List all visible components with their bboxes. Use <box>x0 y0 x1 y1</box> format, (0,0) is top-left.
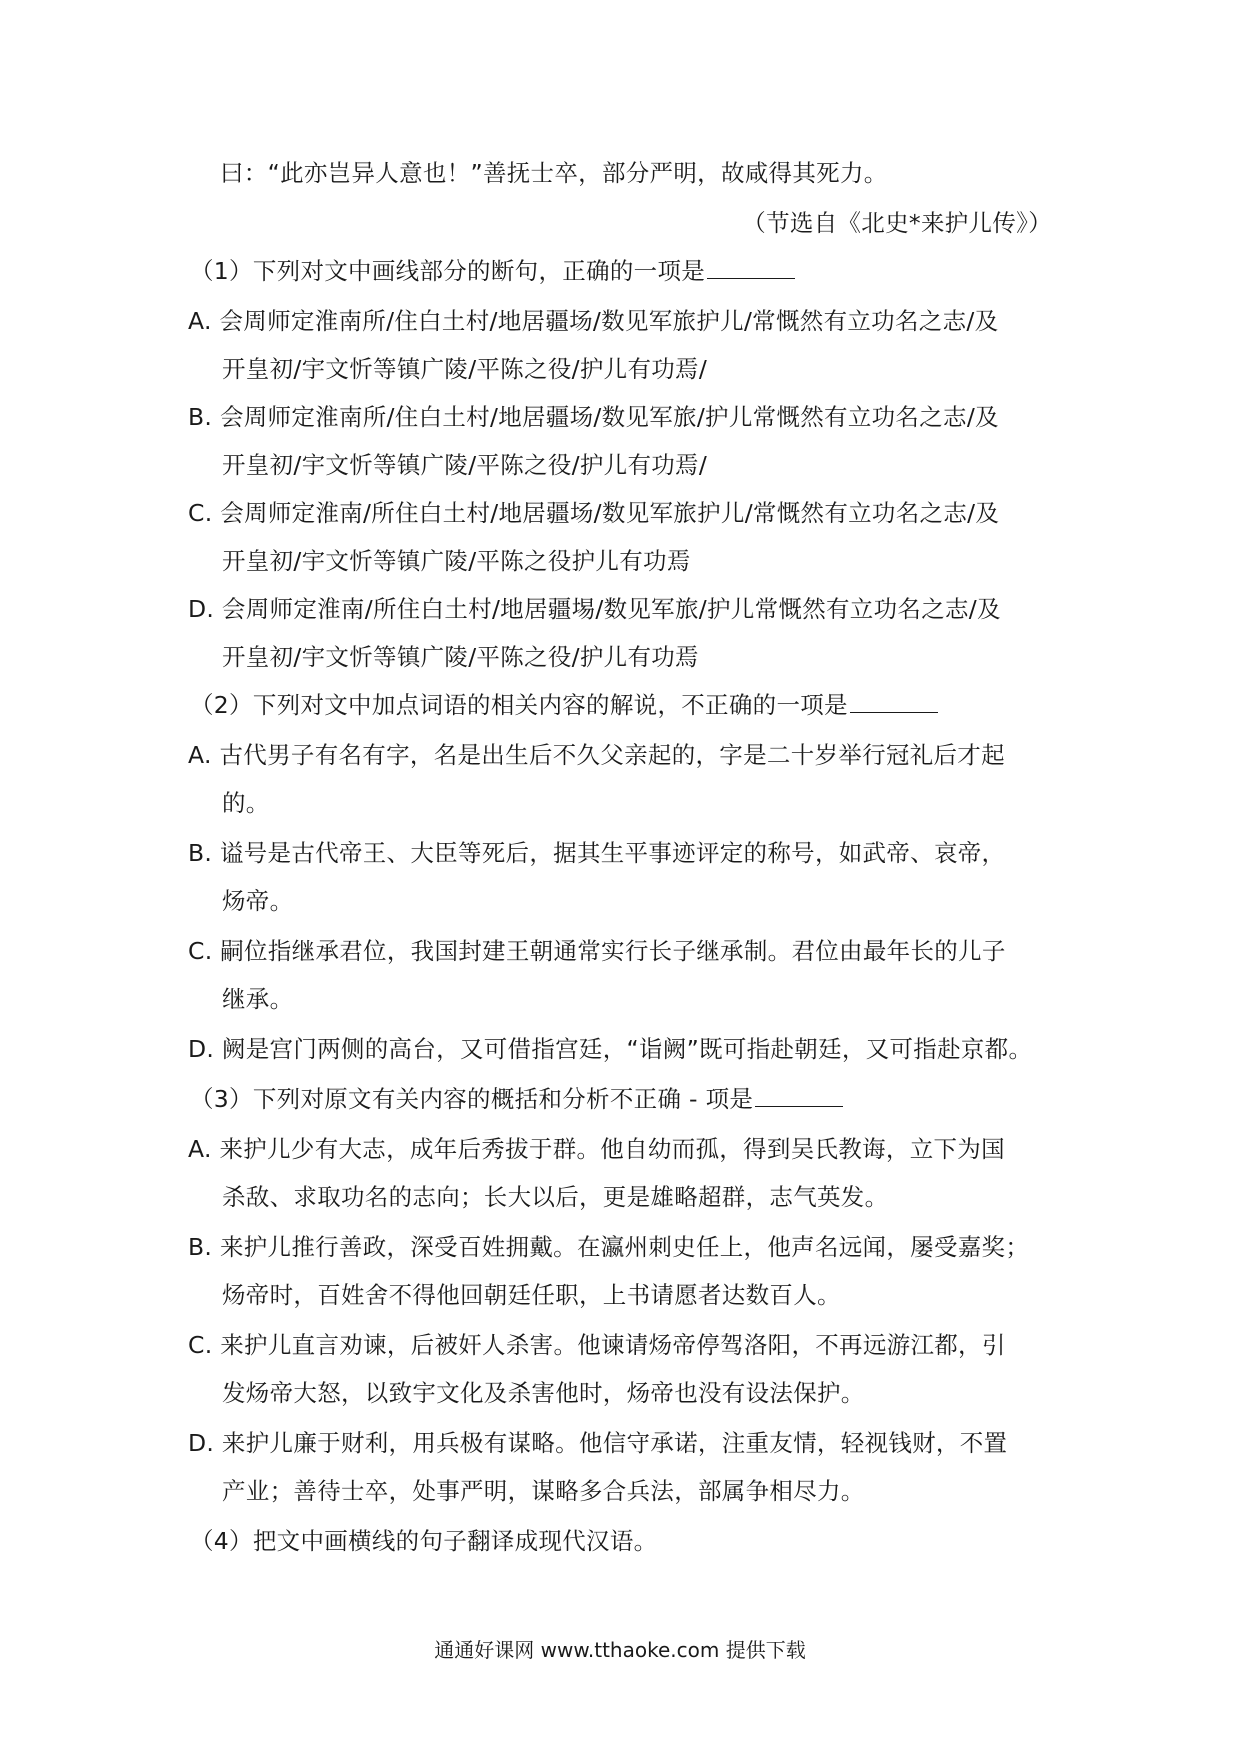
q1-option-b-cont: 开皇初/宇文忻等镇广陵/平陈之役/护儿有功焉/ <box>222 451 708 479</box>
q1-option-c: C. 会周师定淮南/所住白土村/地居疆场/数见军旅护儿/常慨然有立功名之志/及 <box>188 499 1000 527</box>
question-2-text: （2）下列对文中加点词语的相关内容的解说，不正确的一项是 <box>190 691 848 719</box>
q2-option-b: B. 谥号是古代帝王、大臣等死后，据其生平事迹评定的称号，如武帝、哀帝， <box>188 839 1006 867</box>
question-4-prompt: （4）把文中画横线的句子翻译成现代汉语。 <box>190 1527 658 1555</box>
answer-blank[interactable] <box>707 256 795 279</box>
q2-option-d: D. 阙是宫门两侧的高台，又可借指宫廷，“诣阙”既可指赴朝廷，又可指赴京都。 <box>188 1035 1033 1063</box>
q1-option-d-cont: 开皇初/宇文忻等镇广陵/平陈之役/护儿有功焉 <box>222 643 699 671</box>
q2-option-b-cont: 炀帝。 <box>222 887 294 915</box>
q1-option-b: B. 会周师定淮南所/住白土村/地居疆场/数见军旅/护儿常慨然有立功名之志/及 <box>188 403 999 431</box>
q2-option-a: A. 古代男子有名有字，名是出生后不久父亲起的，字是二十岁举行冠礼后才起 <box>188 741 1005 769</box>
q3-option-d: D. 来护儿廉于财利，用兵极有谋略。他信守承诺，注重友情，轻视钱财，不置 <box>188 1429 1008 1457</box>
q3-option-c: C. 来护儿直言劝谏，后被奸人杀害。他谏请炀帝停驾洛阳，不再远游江都，引 <box>188 1331 1006 1359</box>
q3-option-a: A. 来护儿少有大志，成年后秀拔于群。他自幼而孤，得到吴氏教诲，立下为国 <box>188 1135 1005 1163</box>
passage-end: 曰：“此亦岂异人意也！”善抚士卒，部分严明，故咸得其死力。 <box>220 159 888 187</box>
q2-option-c: C. 嗣位指继承君位，我国封建王朝通常实行长子继承制。君位由最年长的儿子 <box>188 937 1006 965</box>
answer-blank[interactable] <box>850 690 938 713</box>
q2-option-a-cont: 的。 <box>222 789 270 817</box>
question-3-text: （3）下列对原文有关内容的概括和分析不正确 - 项是 <box>190 1085 754 1113</box>
q2-option-c-cont: 继承。 <box>222 985 294 1013</box>
q3-option-a-cont: 杀敌、求取功名的志向；长大以后，更是雄略超群，志气英发。 <box>222 1183 889 1211</box>
question-2-prompt <box>190 690 938 720</box>
q1-option-d: D. 会周师定淮南/所住白土村/地居疆埸/数见军旅/护儿常慨然有立功名之志/及 <box>188 595 1001 623</box>
question-1-text: （1）下列对文中画线部分的断句，正确的一项是 <box>190 257 706 285</box>
q3-option-d-cont: 产业；善待士卒，处事严明，谋略多合兵法，部属争相尽力。 <box>222 1477 865 1505</box>
q1-option-c-cont: 开皇初/宇文忻等镇广陵/平陈之役护儿有功焉 <box>222 547 691 575</box>
question-1-prompt <box>190 256 795 286</box>
page-footer: 通通好课网 www.tthaoke.com 提供下载 <box>434 1638 806 1662</box>
q1-option-a-cont: 开皇初/宇文忻等镇广陵/平陈之役/护儿有功焉/ <box>222 355 708 383</box>
q1-option-a: A. 会周师定淮南所/住白土村/地居疆场/数见军旅护儿/常慨然有立功名之志/及 <box>188 307 999 335</box>
passage-source: （节选自《北史*来护儿传》） <box>742 209 1052 237</box>
q3-option-b-cont: 炀帝时，百姓舍不得他回朝廷任职，上书请愿者达数百人。 <box>222 1281 841 1309</box>
q3-option-c-cont: 发炀帝大怒，以致宇文化及杀害他时，炀帝也没有设法保护。 <box>222 1379 865 1407</box>
q3-option-b: B. 来护儿推行善政，深受百姓拥戴。在瀛州刺史任上，他声名远闻，屡受嘉奖； <box>188 1233 1030 1261</box>
answer-blank[interactable] <box>755 1084 843 1107</box>
question-3-prompt <box>190 1084 843 1114</box>
